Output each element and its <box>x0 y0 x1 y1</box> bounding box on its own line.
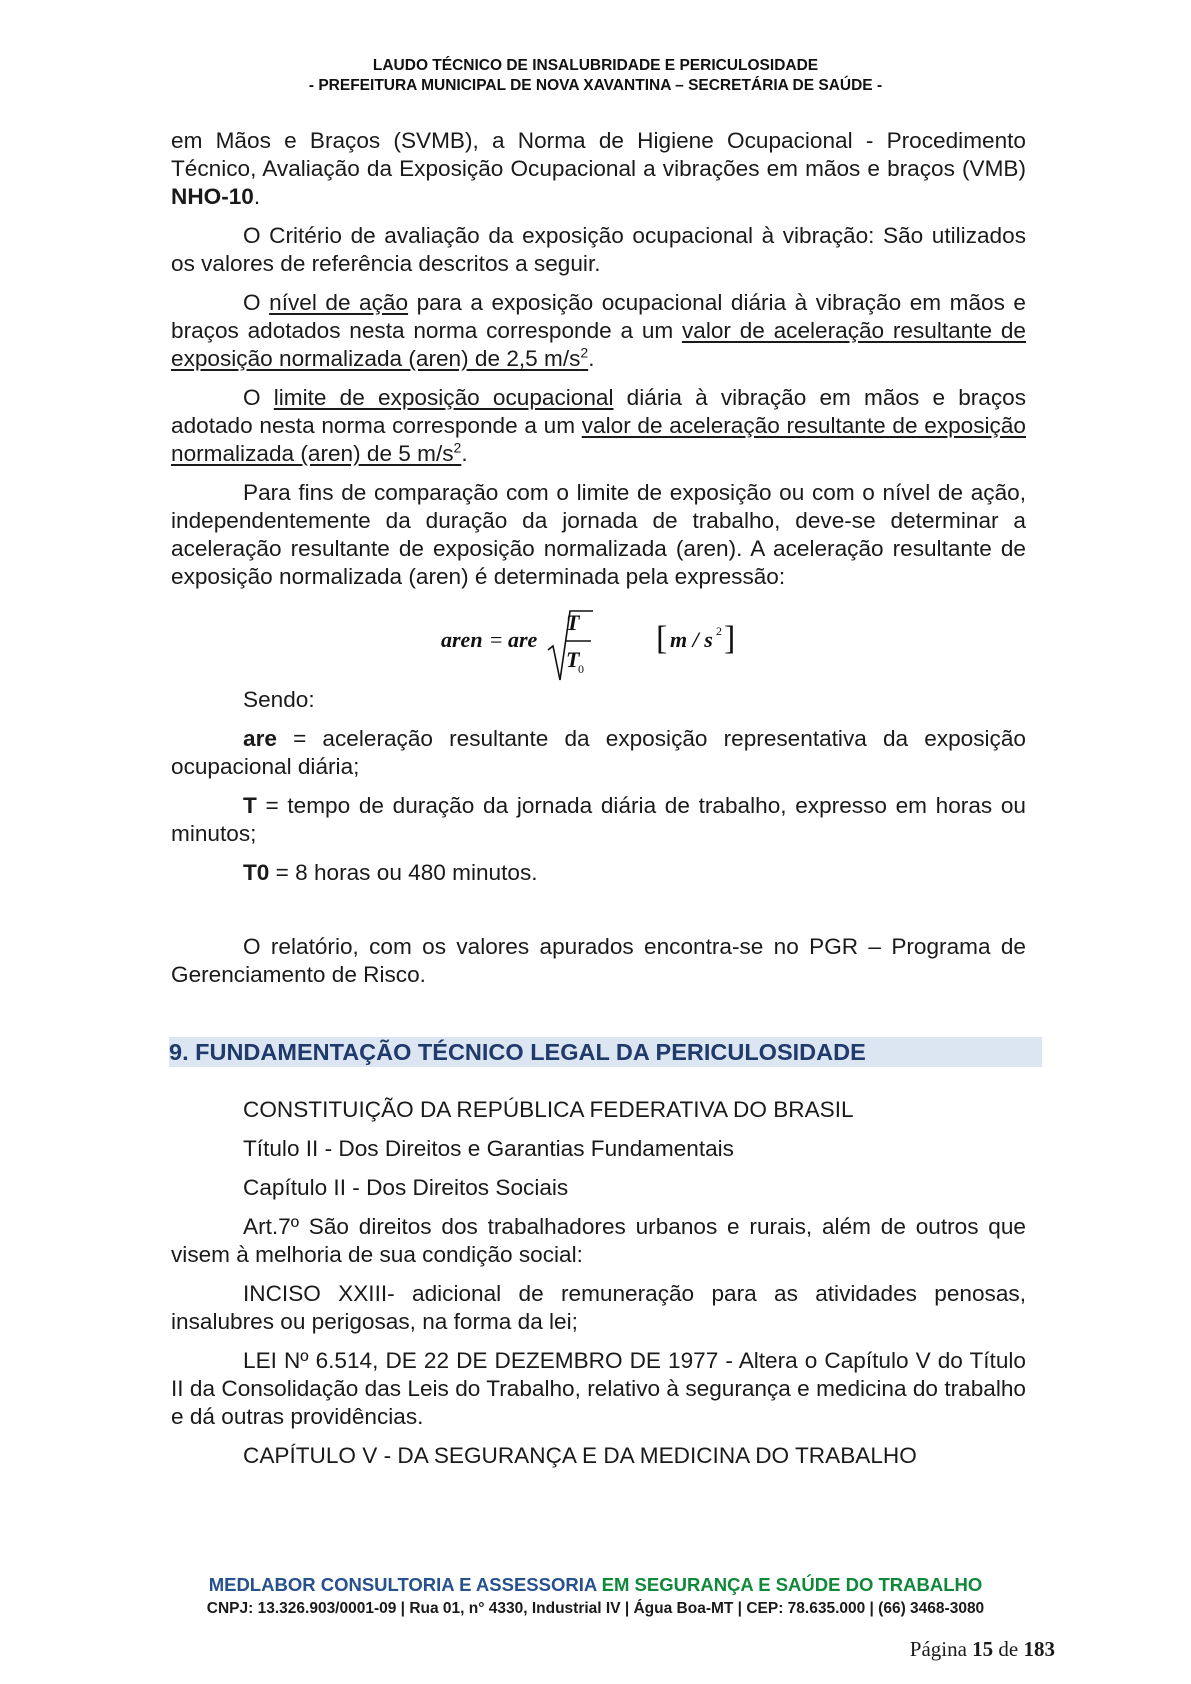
formula-rhs: are <box>508 627 538 652</box>
footer-address: CNPJ: 13.326.903/0001-09 | Rua 01, n° 4330, Industrial IV | Água Boa-MT | CEP: 78.635.000 | (66) 3468-3080 <box>206 1600 985 1617</box>
formula-equals: = <box>490 627 503 652</box>
section-heading: 9. FUNDAMENTAÇÃO TÉCNICO LEGAL DA PERICULOSIDADE <box>169 1037 1042 1067</box>
legal-line-capitulo-v: CAPÍTULO V - DA SEGURANÇA E DA MEDICINA DO TRABALHO <box>243 1443 917 1468</box>
formula-denominator: T <box>566 647 580 672</box>
formula-unit-sup: 2 <box>716 624 722 638</box>
paragraph-comparacao: Para fins de comparação com o limite de exposição ou com o nível de ação, independentemente da duração da jornada de trabalho, deve-se determinar a aceleração resultante de exposição normalizada (aren). A aceleração resultante de exposição normalizada (aren) é determinada pela expressão: <box>171 480 1026 589</box>
paragraph-limite-exposicao: O limite de exposição ocupacional diária à vibração em mãos e braços adotado nesta norma corresponde a um valor de aceleração resultante de exposição normalizada (aren) de 5 $m/s^2$. <box>171 385 1027 466</box>
unit-bracket-open: [ <box>656 620 668 657</box>
formula-lhs: aren <box>441 627 483 652</box>
sendo-label: Sendo: <box>243 687 315 712</box>
definition-are: are = aceleração resultante da exposição representativa da exposição ocupacional diária; <box>171 726 1026 779</box>
formula-graphic <box>441 602 761 684</box>
paragraph-nho10: em Mãos e Braços (SVMB), a Norma de Higiene Ocupacional - Procedimento Técnico, Avaliação da Exposição Ocupacional a vibrações em mãos e braços (VMB) NHO-10. <box>171 128 1026 209</box>
formula-unit: m / s <box>670 627 713 652</box>
definition-t: T = tempo de duração da jornada diária de trabalho, expresso em horas ou minutos; <box>171 793 1026 846</box>
paragraph-criterio: O Critério de avaliação da exposição ocupacional à vibração: São utilizados os valores de referência descritos a seguir. <box>171 223 1026 276</box>
formula-den-subscript: 0 <box>578 662 584 676</box>
nho10-ref: NHO-10 <box>171 184 254 209</box>
legal-line-lei: LEI Nº 6.514, DE 22 DE DEZEMBRO DE 1977 - Altera o Capítulo V do Título II da Consolidação das Leis do Trabalho, relativo à segurança e medicina do trabalho e dá outras providências. <box>171 1348 1026 1429</box>
legal-line-titulo: Título II - Dos Direitos e Garantias Fundamentais <box>243 1136 734 1161</box>
definition-t0: T0 = 8 horas ou 480 minutos. <box>243 860 538 885</box>
page-header <box>0 56 1191 96</box>
value-limite-exposicao: valor de aceleração resultante de exposição normalizada (aren) de 5 $m/s^2$ <box>171 413 1026 466</box>
paragraph-relatorio: O relatório, com os valores apurados encontra-se no PGR – Programa de Gerenciamento de Risco. <box>171 934 1026 987</box>
legal-line-constituicao: CONSTITUIÇÃO DA REPÚBLICA FEDERATIVA DO BRASIL <box>243 1097 854 1122</box>
page-number: Página 15 de 183 <box>909 1637 1055 1661</box>
spacer <box>171 1000 1026 1037</box>
term-limite-exposicao: limite de exposição ocupacional <box>273 385 614 410</box>
legal-line-art7: Art.7º São direitos dos trabalhadores urbanos e rurais, além de outros que visem à melhoria de sua condição social: <box>171 1214 1026 1267</box>
spacer <box>171 898 1026 933</box>
spacer <box>171 1067 1026 1096</box>
header-subtitle: - PREFEITURA MUNICIPAL DE NOVA XAVANTINA – SECRETÁRIA DE SAÚDE - <box>308 77 883 94</box>
legal-line-capitulo: Capítulo II - Dos Direitos Sociais <box>243 1175 569 1200</box>
legal-line-inciso: INCISO XXIII- adicional de remuneração para as atividades penosas, insalubres ou perigosas, na forma da lei; <box>171 1281 1026 1334</box>
footer-company: MEDLABOR CONSULTORIA E ASSESSORIA EM SEGURANÇA E SAÚDE DO TRABALHO <box>208 1574 983 1595</box>
aren-formula <box>171 602 1026 684</box>
paragraph-nivel-acao: O nível de ação para a exposição ocupacional diária à vibração em mãos e braços adotados nesta norma corresponde a um valor de aceleração resultante de exposição normalizada (aren) de 2,5 $m/s^2$. <box>171 290 1026 371</box>
unit-bracket-close: ] <box>724 620 736 657</box>
header-title: LAUDO TÉCNICO DE INSALUBRIDADE E PERICULOSIDADE <box>372 57 819 74</box>
term-nivel-acao: nível de ação <box>269 290 409 315</box>
document-body <box>171 127 1026 1481</box>
value-nivel-acao: valor de aceleração resultante de exposição normalizada (aren) de 2,5 $m/s^2$ <box>171 318 1026 371</box>
formula-numerator: T <box>566 610 580 635</box>
